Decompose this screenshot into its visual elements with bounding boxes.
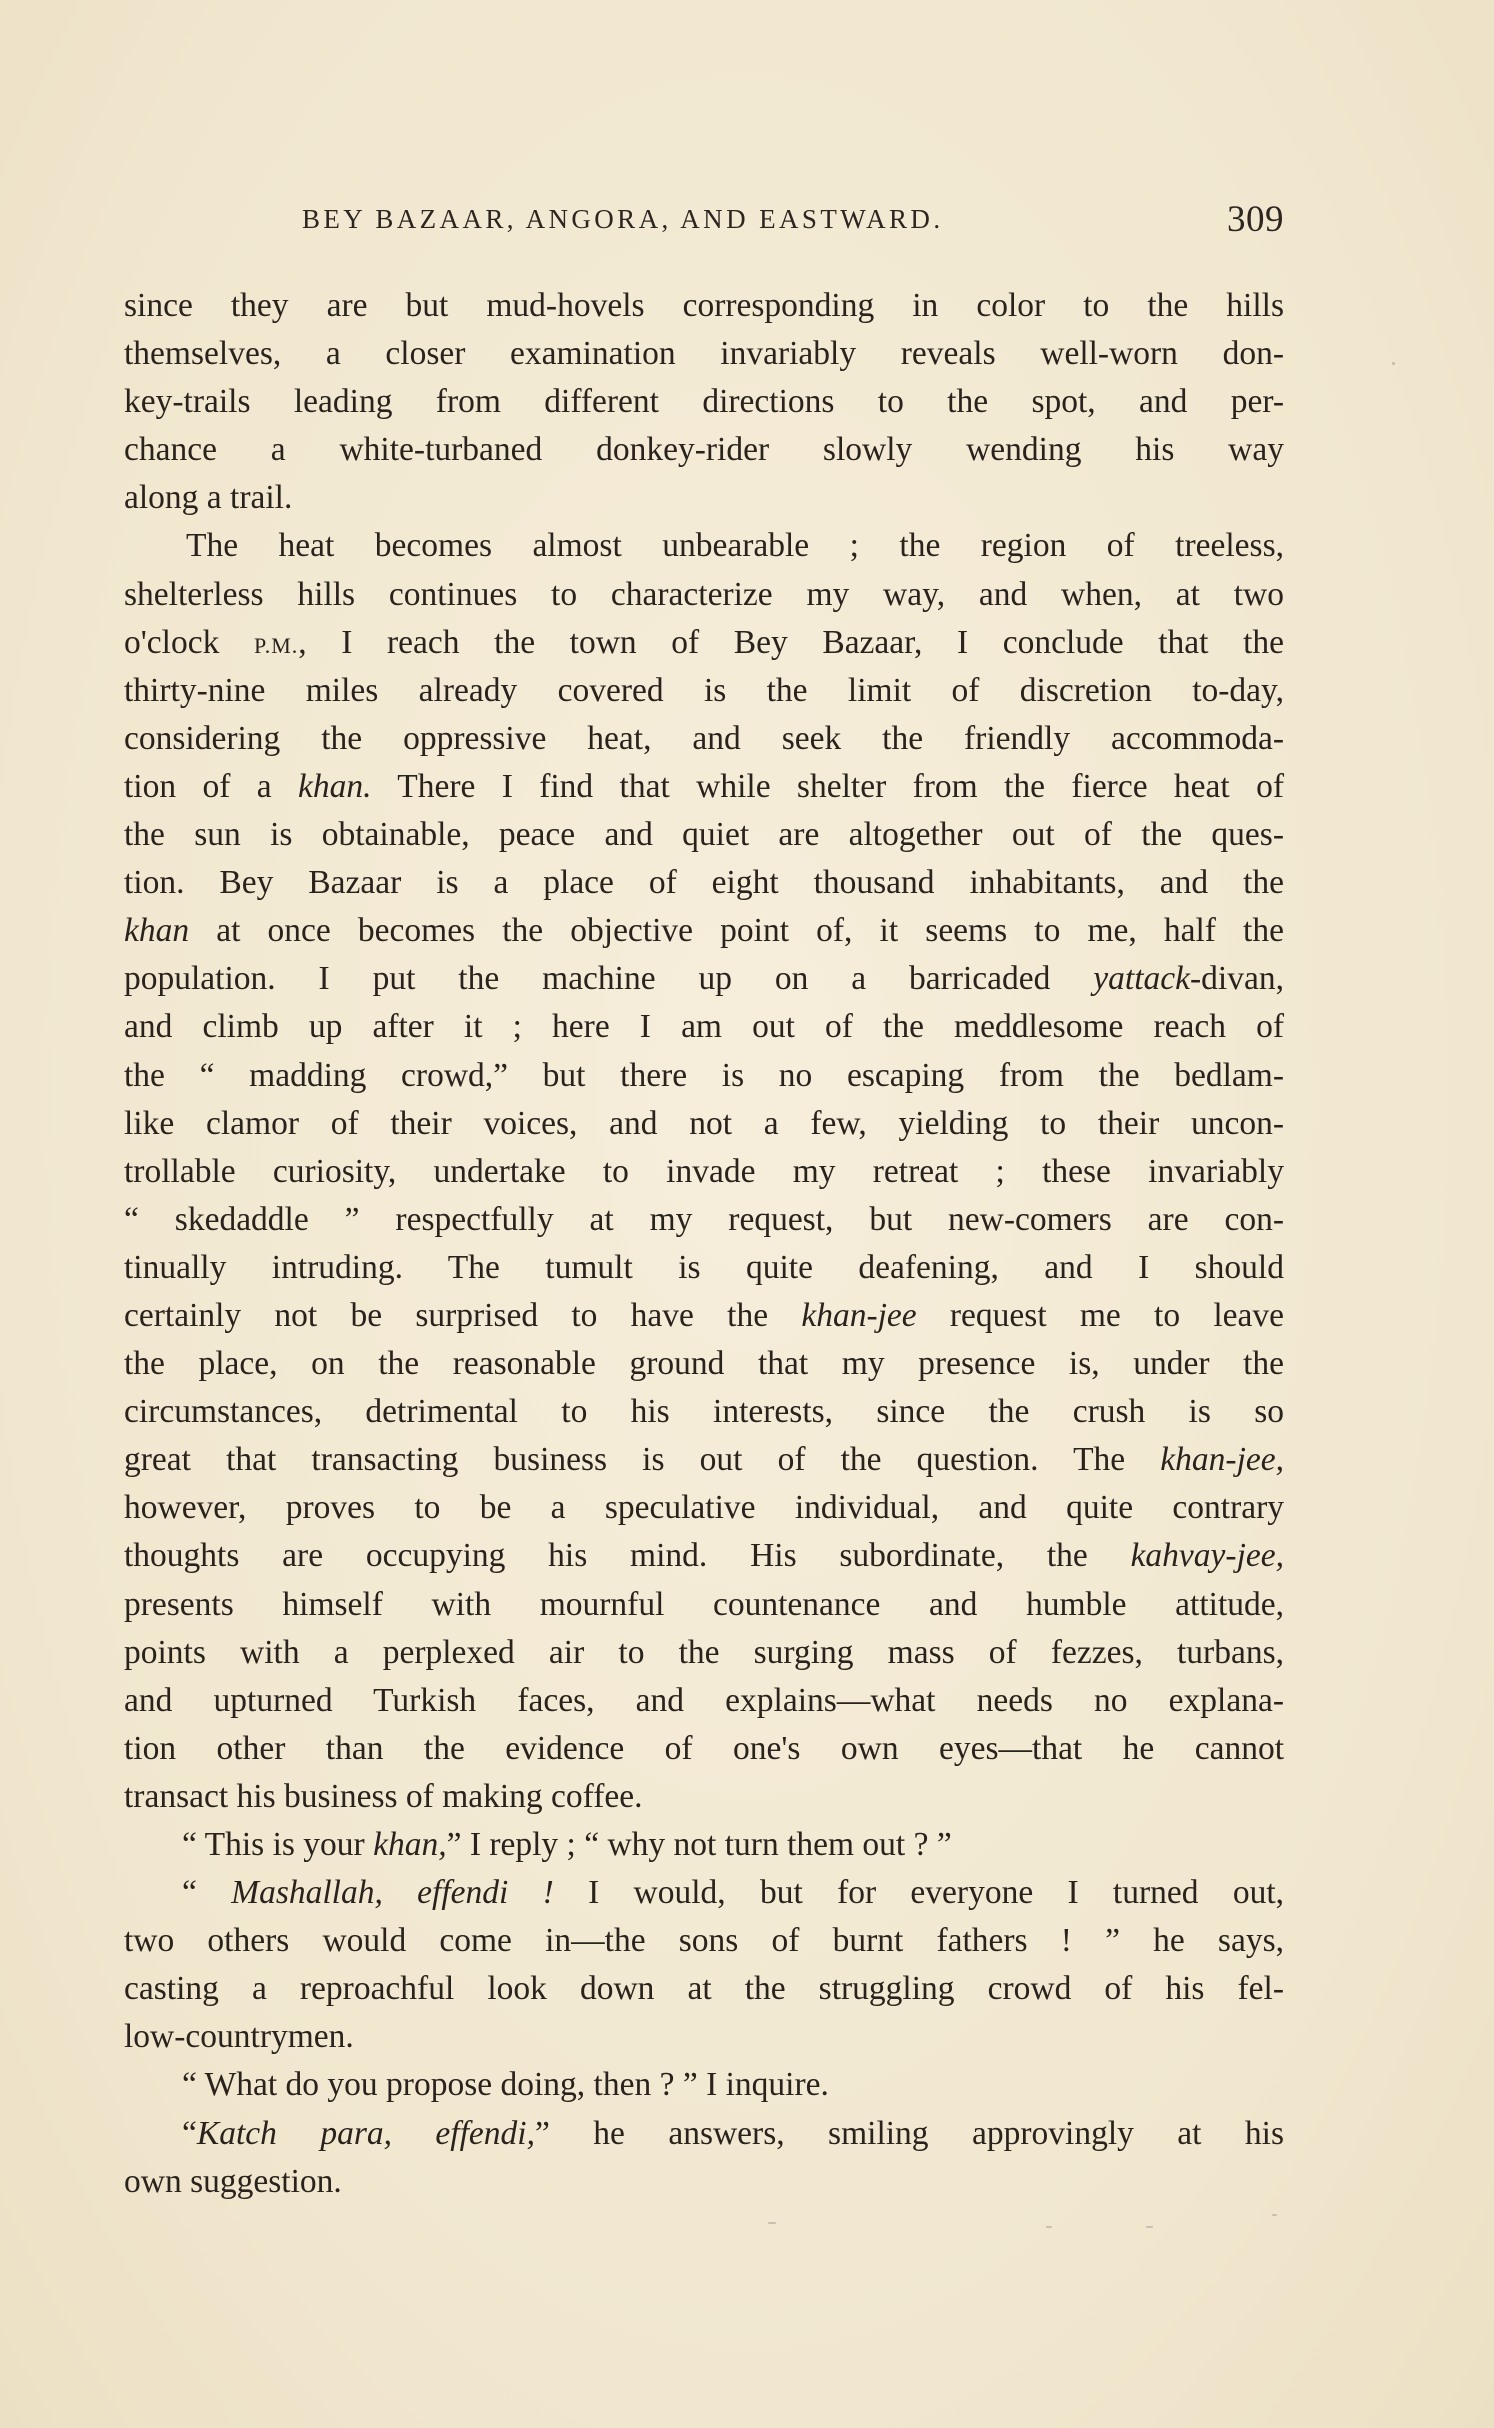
text-line xyxy=(124,763,1284,811)
italic-term: khan. xyxy=(297,767,372,805)
body-text xyxy=(124,282,1284,2206)
text-line: the place, on the reasonable ground that my presence is, under the xyxy=(124,1345,1284,1383)
text-segment: certainly not be surprised to have the xyxy=(124,1296,802,1334)
text-line: tion. Bey Bazaar is a place of eight thousand inhabitants, and the xyxy=(124,864,1284,902)
text-line: key-trails leading from different directions to the spot, and per- xyxy=(124,383,1284,421)
paper-speck xyxy=(1272,2214,1277,2216)
text-segment: ” I reply ; “ why not turn them out ? ” xyxy=(446,1826,952,1863)
text-line: “ What do you propose doing, then ? ” I inquire. xyxy=(182,2066,829,2104)
page-number: 309 xyxy=(1227,199,1284,240)
text-line: The heat becomes almost unbearable ; the region of treeless, xyxy=(186,527,1284,565)
text-line: points with a perplexed air to the surging mass of fezzes, turbans, xyxy=(124,1633,1284,1671)
text-line: circumstances, detrimental to his interests, since the crush is so xyxy=(124,1393,1284,1431)
text-segment: “ This is your xyxy=(182,1826,374,1863)
text-line: the “ madding crowd,” but there is no escaping from the bedlam- xyxy=(124,1056,1284,1094)
text-line xyxy=(124,1821,1284,1869)
text-line: tion other than the evidence of one's own eyes—that he cannot xyxy=(124,1729,1284,1767)
text-line: casting a reproachful look down at the struggling crowd of his fel- xyxy=(124,1970,1284,2008)
text-line: tinually intruding. The tumult is quite deafening, and I should xyxy=(124,1248,1284,1286)
running-head: BEY BAZAAR, ANGORA, AND EASTWARD. xyxy=(302,204,944,234)
paper-speck xyxy=(768,2222,776,2224)
text-line xyxy=(124,619,1284,667)
text-line: chance a white-turbaned donkey-rider slowly wending his way xyxy=(124,431,1284,469)
text-segment: population. I put the machine up on a barricaded xyxy=(124,960,1094,998)
paper-speck xyxy=(1146,2226,1153,2228)
text-line xyxy=(124,1532,1284,1580)
text-line: since they are but mud-hovels corresponding in color to the hills xyxy=(124,287,1284,324)
text-segment: tion of a xyxy=(124,767,298,805)
italic-term: kahvay-jee, xyxy=(1130,1537,1284,1575)
italic-term: khan, xyxy=(373,1826,447,1863)
text-segment: ” he answers, smiling approvingly at his xyxy=(534,2114,1285,2152)
text-segment: -divan, xyxy=(1190,960,1284,998)
text-line: however, proves to be a speculative individual, and quite contrary xyxy=(124,1489,1284,1527)
text-segment: , I reach the town of Bey Bazaar, I conclude that the xyxy=(298,623,1284,661)
text-segment: thoughts are occupying his mind. His subordinate, the xyxy=(124,1537,1131,1575)
text-line: considering the oppressive heat, and seek the friendly accommoda- xyxy=(124,719,1284,757)
text-line: trollable curiosity, undertake to invade my retreat ; these invariably xyxy=(124,1152,1284,1190)
italic-term: khan-jee xyxy=(801,1296,917,1334)
text-line xyxy=(124,1869,1284,1917)
text-line: presents himself with mournful countenance and humble attitude, xyxy=(124,1585,1284,1623)
text-line: two others would come in—the sons of burnt fathers ! ” he says, xyxy=(124,1922,1284,1960)
text-segment: request me to leave xyxy=(916,1296,1284,1334)
text-line: themselves, a closer examination invariably reveals well-worn don- xyxy=(124,335,1284,373)
text-segment: “ xyxy=(182,1874,232,1912)
text-line xyxy=(124,1436,1284,1484)
time-abbreviation: P.M. xyxy=(253,632,299,658)
text-line: transact his business of making coffee. xyxy=(124,1777,643,1815)
italic-term: Mashallah, effendi ! xyxy=(231,1874,554,1912)
text-segment: “ xyxy=(182,2114,197,2152)
text-segment: great that transacting business is out of the question. The xyxy=(124,1441,1161,1479)
text-line: the sun is obtainable, peace and quiet are altogether out of the ques- xyxy=(124,816,1284,854)
text-line: and upturned Turkish faces, and explains—what needs no explana- xyxy=(124,1681,1284,1719)
italic-term: khan xyxy=(124,912,190,950)
text-line xyxy=(124,1292,1284,1340)
text-line: own suggestion. xyxy=(124,2162,342,2200)
italic-term: Katch para, effendi, xyxy=(196,2114,535,2152)
text-line: along a trail. xyxy=(124,479,293,517)
text-line xyxy=(124,907,1284,955)
text-line xyxy=(124,2110,1284,2158)
text-segment: There I find that while shelter from the fierce heat of xyxy=(371,767,1284,805)
text-line: low-countrymen. xyxy=(124,2018,354,2056)
text-line: thirty-nine miles already covered is the limit of discretion to-day, xyxy=(124,671,1284,709)
paper-speck xyxy=(1392,362,1395,365)
text-segment: at once becomes the objective point of, it seems to me, half the xyxy=(189,912,1284,950)
text-line: and climb up after it ; here I am out of the meddlesome reach of xyxy=(124,1008,1284,1046)
italic-term: yattack xyxy=(1093,960,1191,998)
italic-term: khan-jee, xyxy=(1160,1441,1284,1479)
text-segment: o'clock xyxy=(124,623,254,661)
paper-speck xyxy=(1046,2226,1052,2228)
text-line xyxy=(124,955,1284,1003)
page-header xyxy=(124,200,1284,250)
text-segment: I would, but for everyone I turned out, xyxy=(553,1874,1284,1912)
text-line: like clamor of their voices, and not a few, yielding to their uncon- xyxy=(124,1104,1284,1142)
text-line: shelterless hills continues to characterize my way, and when, at two xyxy=(124,575,1284,613)
text-line: “ skedaddle ” respectfully at my request, but new-comers are con- xyxy=(124,1200,1284,1238)
